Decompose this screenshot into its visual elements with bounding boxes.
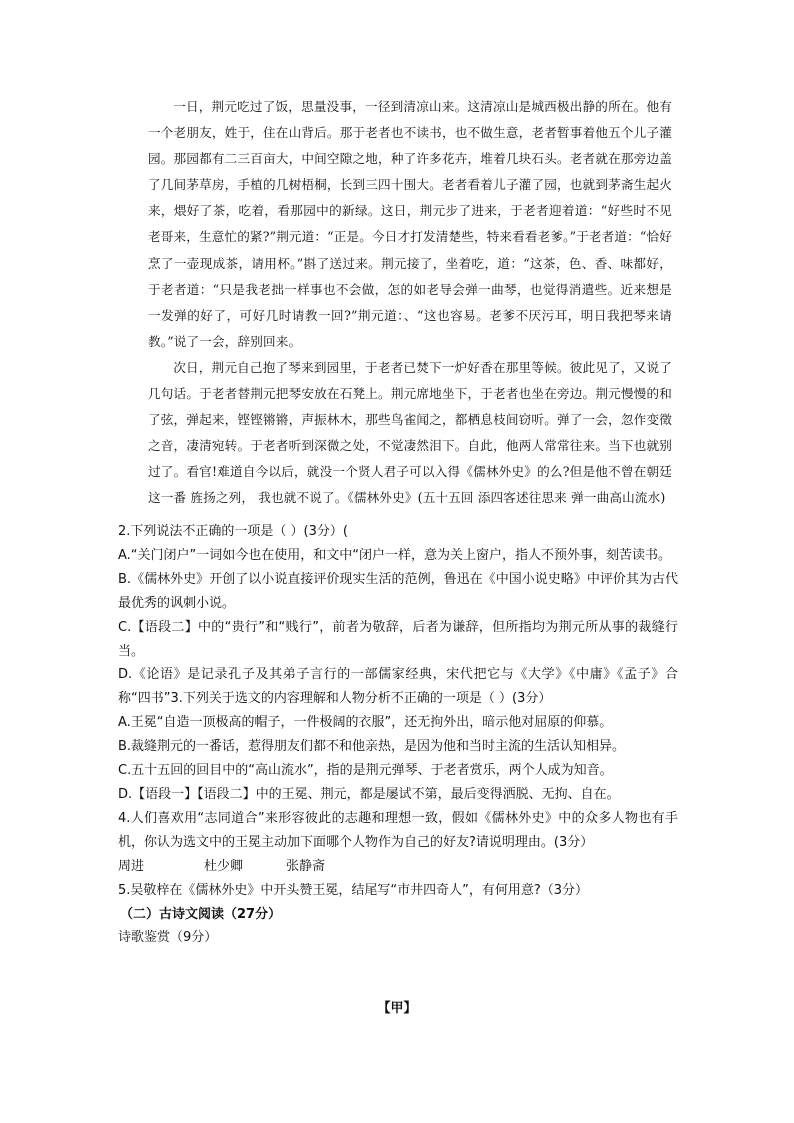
question-2-stem: 2.下列说法不正确的一项是（ ）(3分）( <box>118 524 348 539</box>
question-list <box>118 520 678 950</box>
passage-paragraph-2: 次日，荆元自己抱了琴来到园里，于老者已焚下一炉好香在那里等候。彼此见了，又说了几句话。于老者替荆元把琴安放在石凳上。荆元席地坐下，于老者也坐在旁边。荆元慢慢的和了弦，弹起来，铿铿锵锵，声振林木，那些鸟雀闻之，都栖息枝间窃听。弹了一会，忽作变徵之音，凄清宛转。于老者听到深微之处，不觉凄然泪下。自此，他两人常常往来。当下也就别过了。看官!难道自今以后，就没一个贤人君子可以入得《儒林外史》的么?但是他不曾在朝廷这一番 旌扬之列， 我也就不说了。《儒林外史》(五十五回 添四客述往思来 弹一曲高山流水) <box>148 359 672 506</box>
choice-zhang-jingzhai: 张静斋 <box>286 858 326 874</box>
poem-label: 【甲】 <box>377 1001 417 1016</box>
question-2-option-d: D.《论语》是记录孔子及其弟子言行的一部儒家经典，宋代把它与《大学》《中庸》《孟子》合称“四书”3.下列关于选文的内容理解和人物分析不正确的一项是（ ）(3分） <box>118 667 678 707</box>
choice-zhou-jin: 周进 <box>118 858 145 874</box>
question-3-option-d: D.【语段一】【语段二】中的王冕、荆元，都是屡试不第，最后变得洒脱、无拘、自在。 <box>118 786 620 802</box>
section-title: （二）古诗文阅读（27分） <box>120 906 282 922</box>
question-3-option-c: C.五十五回的回目中的“高山流水”，指的是荆元弹琴、于老者赏乐，两个人成为知音。 <box>118 763 613 779</box>
question-3-option-a: A.王冕“自造一顶极高的帽子，一件极阔的衣服”，还无拘外出，暗示他对屈原的仰慕。 <box>118 715 613 731</box>
question-2-option-a: A.“关门闭户”一词如今也在使用，和文中“闭户一样，意为关上窗户，指人不预外事，刻苦读书。 <box>118 547 672 563</box>
question-5-stem: 5.吴敬梓在《儒林外史》中开头赞王冕，结尾写“市井四奇人”，有何用意?（3分） <box>118 882 589 898</box>
reading-passage <box>148 94 672 512</box>
question-4-stem: 4.人们喜欢用“志同道合”来形容彼此的志趣和理想一致，假如《儒林外史》中的众多人物也有手机，你认为选文中的王冕主动加下面哪个人物作为自己的好友?请说明理由。(3分） <box>118 810 678 850</box>
question-2-option-c: C.【语段二】中的“贵行”和“贱行”，前者为敬辞，后者为谦辞，但所指均为荆元所从事的裁缝行当。 <box>118 619 678 659</box>
section-subtitle: 诗歌鉴赏（9分） <box>118 930 218 946</box>
question-2-option-b: B.《儒林外史》开创了以小说直接评价现实生活的范例，鲁迅在《中国小说史略》中评价其为古代最优秀的讽刺小说。 <box>118 571 678 611</box>
question-4-choices <box>118 855 678 879</box>
passage-paragraph-1: 一日，荆元吃过了饭，思量没事，一径到清凉山来。这清凉山是城西极出静的所在。他有一个老朋友，姓于，住在山背后。那于老者也不读书，也不做生意，老者暂事着他五个儿子灌园。那园都有二三百亩大，中间空隙之地，种了许多花卉，堆着几块石头。老者就在那旁边盖了几间茅草房，手植的几树梧桐，长到三四十围大。老者看着儿子灌了园，也就到茅斋生起火来，煨好了茶，吃着，看那园中的新绿。这日，荆元步了进来，于老者迎着道：“好些时不见老哥来，生意忙的紧?”荆元道：“正是。今日才打发清楚些，特来看看老爹。”于老者道：“恰好烹了一壶现成茶，请用杯。”斟了送过来。荆元接了，坐着吃，道：“这茶，色、香、味都好，于老者道：“只是我老拙一样事也不会做，怎的如老导会弹一曲琴，也觉得消遣些。近来想是一发弹的好了，可好几时请教一回?”荆元道：、“这也容易。老爹不厌污耳，明日我把琴来请教。”说了一会，辞别回来。 <box>148 99 672 349</box>
question-3-option-b: B.裁缝荆元的一番话，惹得朋友们都不和他亲热，是因为他和当时主流的生活认知相异。 <box>118 739 626 755</box>
choice-du-shaoqing: 杜少卿 <box>204 858 244 874</box>
